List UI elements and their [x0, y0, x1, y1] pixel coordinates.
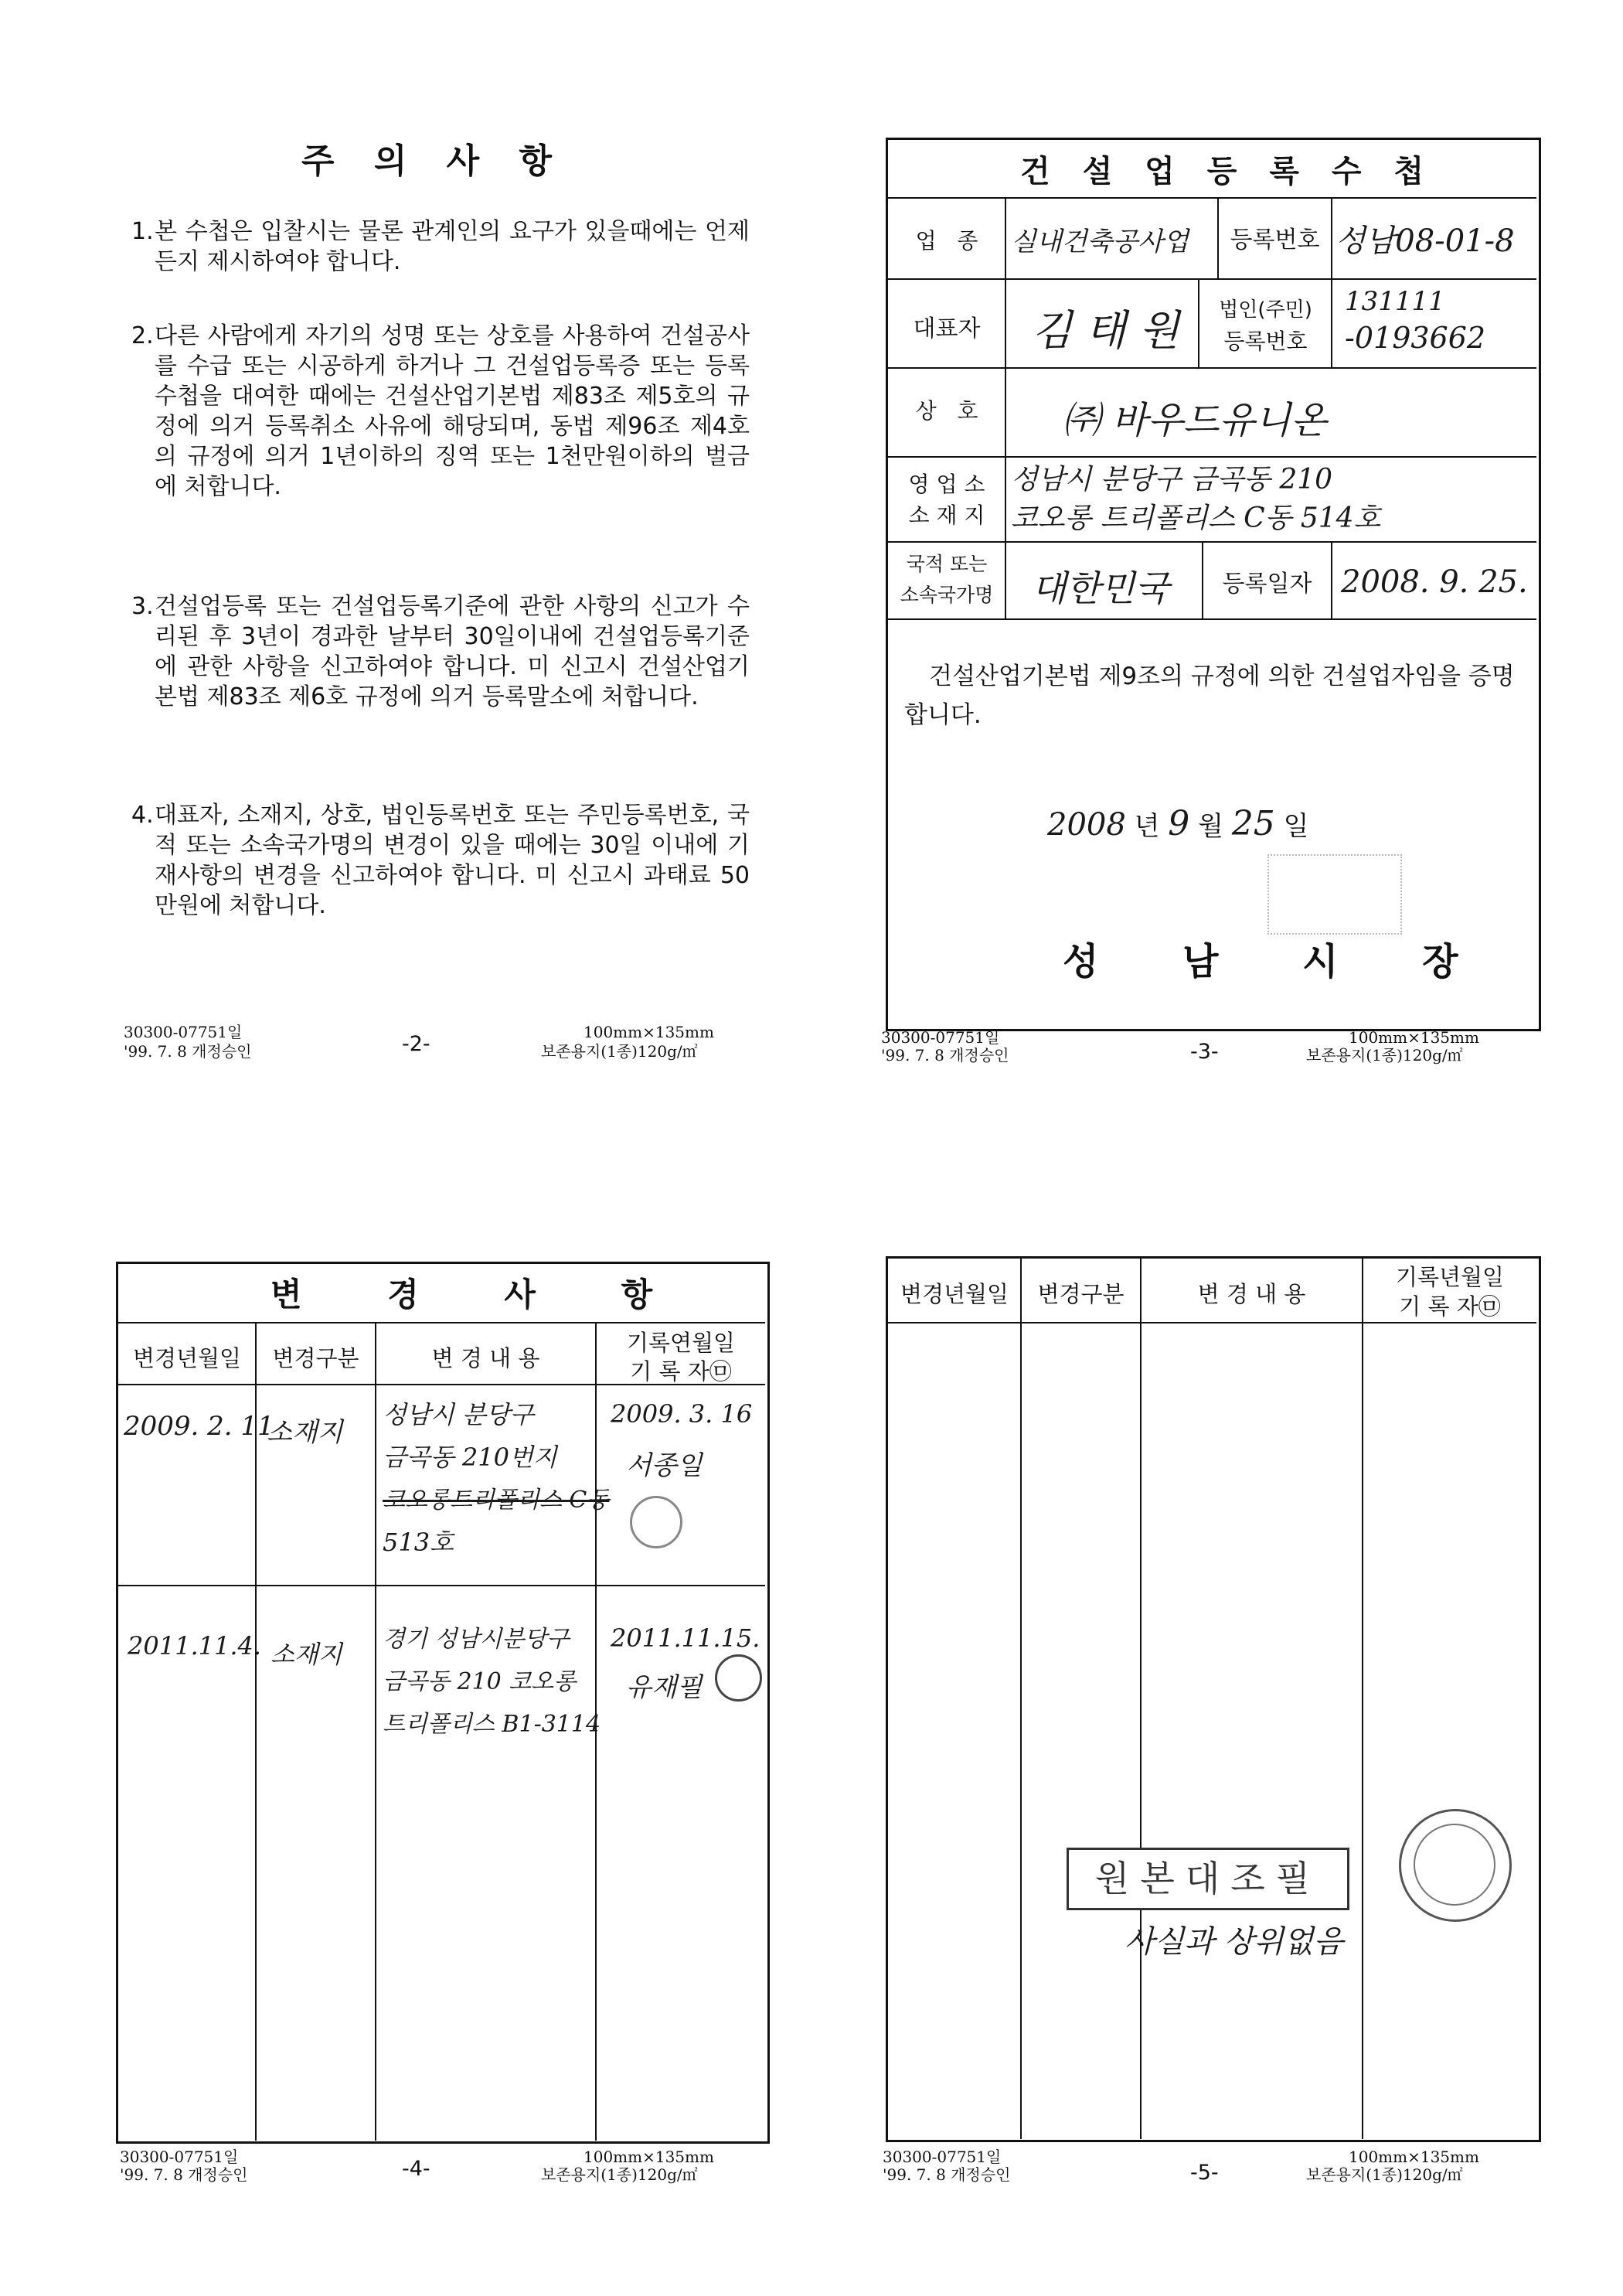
page-4 [0, 1198, 812, 2296]
grid-line [1020, 1256, 1022, 2139]
row-1-record-date: 2009. 3. 16 [611, 1399, 753, 1429]
issue-day-unit: 일 [1283, 811, 1309, 842]
value-corp-no-2: -0193662 [1345, 321, 1486, 355]
issue-month-unit: 월 [1198, 811, 1223, 842]
issue-day: 25 [1231, 804, 1275, 843]
notice-item-number: 2. [131, 322, 154, 349]
original-verified-stamp [1067, 1848, 1349, 1910]
footer-paper: 보존용지(1종)120g/㎡ [541, 2165, 698, 2184]
footer-size: 100mm×135mm [584, 1023, 714, 1041]
issue-date [1047, 804, 1308, 843]
row-1-content-4: 513호 [383, 1528, 454, 1557]
row-1-content-1: 성남시 분당구 [383, 1400, 534, 1429]
footer-approval: '99. 7. 8 개정승인 [881, 1046, 1009, 1065]
certificate-title: 건 설 업 등 록 수 첩 [1020, 153, 1435, 189]
footer-approval: '99. 7. 8 개정승인 [124, 1042, 252, 1061]
changes-title: 변 경 사 항 [270, 1276, 690, 1313]
value-office-1: 성남시 분당구 금곡동 210 [1011, 464, 1333, 496]
row-2-content-1: 경기 성남시분당구 [383, 1626, 570, 1653]
label-office-1: 영 업 소 [908, 472, 985, 497]
value-corp-no-1: 131111 [1345, 286, 1445, 317]
grid-line [887, 367, 1536, 369]
issuer-name: 성 남 시 장 [1063, 940, 1494, 983]
title-divider [887, 197, 1536, 199]
issue-year: 2008 [1047, 807, 1126, 843]
label-nation-2: 소속국가명 [900, 584, 994, 606]
header-date: 변경년월일 [900, 1281, 1009, 1307]
verification-note: 사실과 상위없음 [1125, 1924, 1344, 1960]
label-reg-no: 등록번호 [1230, 227, 1320, 254]
issue-year-unit: 년 [1134, 811, 1160, 842]
label-reg-date: 등록일자 [1222, 571, 1312, 598]
footer-paper: 보존용지(1종)120g/㎡ [541, 1042, 698, 1061]
official-seal [1399, 1809, 1512, 1922]
notice-item-number: 1. [131, 218, 154, 245]
footer-paper: 보존용지(1종)120g/㎡ [1306, 1046, 1463, 1065]
footer-page-number: -3- [1190, 1040, 1219, 1064]
row-2-recorder: 유재필 [626, 1672, 703, 1703]
notice-item-2 [131, 321, 750, 502]
notice-item-text: 다른 사람에게 자기의 성명 또는 상호를 사용하여 건설공사를 수급 또는 시공하게 하거나 그 건설업등록증 또는 등록수첩을 대여한 때에는 건설산업기본법 제83조 제5호의 규정에 의거 등록취소 사유에 해당되며, 동법 제96조 제4호의 규정에 의거 1년이하의 징역 또는 1천만원이하의 벌금에 처합니다. [155, 322, 750, 500]
footer-size: 100mm×135mm [584, 2148, 714, 2166]
label-corp-no-2: 등록번호 [1223, 329, 1308, 354]
row-2-content-2: 금곡동 210 코오롱 [383, 1668, 577, 1695]
grid-line [1331, 197, 1332, 278]
row-2-date: 2011.11.4. [128, 1631, 262, 1661]
row-2-type: 소재지 [270, 1640, 342, 1669]
footer-page-number: -5- [1190, 2161, 1219, 2185]
notice-item-text: 대표자, 소재지, 상호, 법인등록번호 또는 주민등록번호, 국적 또는 소속국가명의 변경이 있을 때에는 30일 이내에 기재사항의 변경을 신고하여야 합니다. 미 신고시 과태료 50만원에 처합니다. [155, 802, 750, 919]
label-office-2: 소 재 지 [908, 502, 985, 528]
page-3 [812, 0, 1623, 1098]
notice-item-number: 4. [131, 802, 154, 829]
header-divider [887, 1322, 1536, 1323]
row-1-recorder: 서종일 [626, 1450, 703, 1481]
grid-line [1140, 1256, 1142, 2139]
footer-size: 100mm×135mm [1349, 1028, 1479, 1047]
value-office-2: 코오롱 트리폴리스 C동 514호 [1011, 502, 1381, 534]
notice-item-3 [131, 591, 750, 712]
notice-item-4 [131, 800, 750, 921]
value-nation: 대한민국 [1032, 567, 1169, 609]
row-2-record-date: 2011.11.15. [611, 1623, 760, 1653]
footer-approval: '99. 7. 8 개정승인 [120, 2165, 248, 2184]
footer-code: 30300-07751일 [881, 1028, 1000, 1047]
header-record-2: 기 록 자㉤ [1399, 1293, 1501, 1320]
value-industry: 실내건축공사업 [1011, 227, 1189, 257]
issue-month: 9 [1168, 804, 1190, 843]
row-2-seal-stamp [715, 1654, 762, 1702]
label-trade-name: 상 호 [915, 398, 978, 424]
footer-page-number: -2- [402, 1032, 430, 1056]
header-record-1: 기록연월일 [626, 1330, 736, 1356]
notice-item-text: 건설업등록 또는 건설업등록기준에 관한 사항의 신고가 수리된 후 3년이 경과한 날부터 30일이내에 건설업등록기준에 관한 사항을 신고하여야 합니다. 미 신고시 건설산업기본법 제83조 제6호 규정에 의거 등록말소에 처합니다. [155, 593, 750, 710]
footer-approval: '99. 7. 8 개정승인 [883, 2165, 1011, 2184]
notice-item-number: 3. [131, 593, 154, 620]
grid-line [887, 618, 1536, 620]
header-content: 변 경 내 용 [1197, 1281, 1306, 1307]
grid-line [1198, 278, 1199, 367]
notice-item-text: 본 수첩은 입찰시는 물론 관계인의 요구가 있을때에는 언제든지 제시하여야 합니다. [155, 218, 750, 275]
page-2-title: 주 의 사 항 [301, 141, 566, 181]
row-1-content-2: 금곡동 210번지 [383, 1443, 557, 1472]
notice-item-1 [131, 216, 750, 277]
grid-line [375, 1322, 376, 2141]
value-reg-no: 성남08-01-8 [1335, 223, 1515, 259]
footer-paper: 보존용지(1종)120g/㎡ [1306, 2165, 1463, 2184]
header-type: 변경구분 [272, 1345, 359, 1371]
grid-line [887, 541, 1536, 543]
grid-line [1331, 278, 1332, 367]
stamp-text: 원본대조필 [1094, 1858, 1322, 1899]
grid-line [887, 278, 1536, 280]
label-industry: 업 종 [915, 228, 978, 254]
value-representative: 김 태 원 [1032, 306, 1179, 355]
label-representative: 대표자 [913, 315, 981, 342]
footer-page-number: -4- [402, 2157, 430, 2181]
value-reg-date: 2008. 9. 25. [1341, 564, 1528, 600]
footer-code: 30300-07751일 [120, 2148, 239, 2166]
page-5 [812, 1198, 1623, 2296]
header-type: 변경구분 [1037, 1281, 1125, 1307]
grid-line [1331, 541, 1332, 618]
footer-code: 30300-07751일 [883, 2148, 1002, 2166]
header-record-1: 기록년월일 [1395, 1264, 1505, 1290]
row-1-seal-stamp [630, 1496, 682, 1548]
changes-frame [886, 1256, 1541, 2142]
label-corp-no-1: 법인(주민) [1219, 298, 1312, 322]
header-date: 변경년월일 [132, 1345, 242, 1371]
title-divider [117, 1322, 765, 1323]
row-divider [117, 1585, 765, 1586]
row-1-date: 2009. 2. 11 [124, 1411, 274, 1442]
row-2-content-3: 트리폴리스 B1-3114 [383, 1711, 601, 1738]
label-nation-1: 국적 또는 [906, 553, 988, 575]
faint-seal-mark [1267, 854, 1402, 935]
grid-line [1005, 197, 1006, 618]
header-content: 변 경 내 용 [431, 1345, 540, 1371]
row-1-type: 소재지 [267, 1417, 343, 1448]
grid-line [1362, 1256, 1363, 2139]
value-trade-name: ㈜ 바우드유니온 [1063, 399, 1327, 442]
grid-line [255, 1322, 257, 2141]
footer-size: 100mm×135mm [1349, 2148, 1479, 2166]
page-2 [0, 0, 812, 1098]
certification-text: 건설산업기본법 제9조의 규정에 의한 건설업자임을 증명합니다. [904, 663, 1515, 729]
header-record-2: 기 록 자㉤ [630, 1358, 732, 1385]
row-1-content-3: 코오롱트리폴리스 C동 [383, 1487, 610, 1514]
footer-code: 30300-07751일 [124, 1023, 243, 1041]
